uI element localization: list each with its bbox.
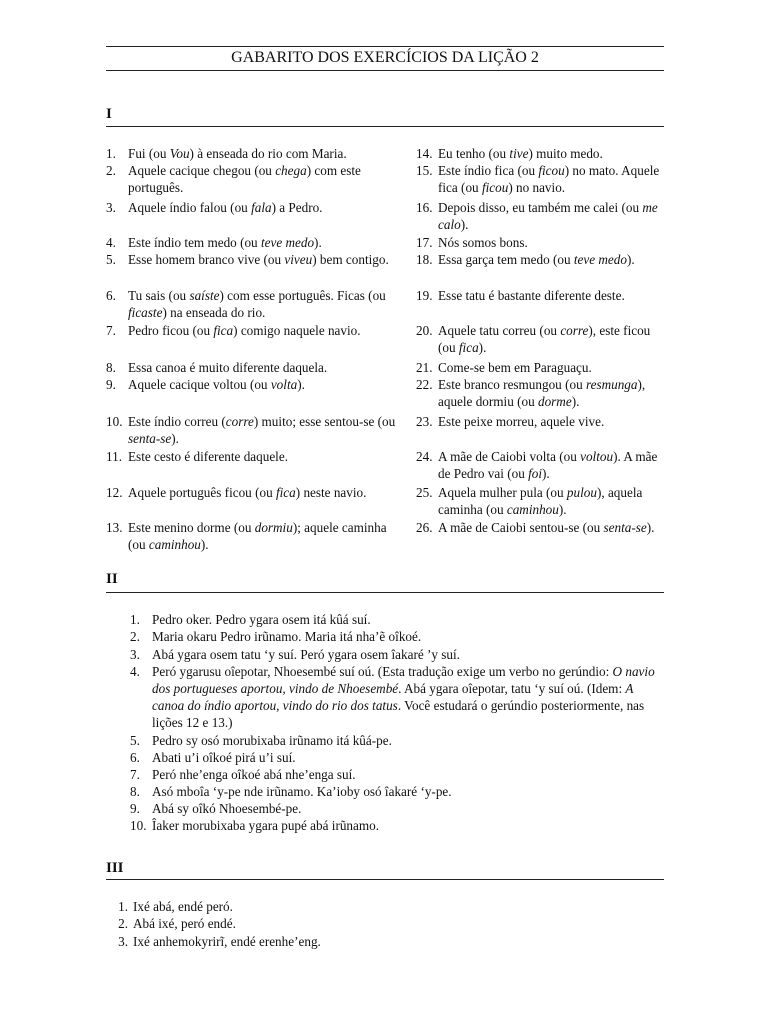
text-segment: Come-se bem em Paraguaçu.	[438, 360, 592, 375]
item-text	[152, 749, 658, 766]
text-segment: Aquele cacique chegou (ou	[128, 163, 276, 178]
item-text	[128, 484, 406, 501]
text-segment: ) no mato. Aquele fica (ou	[438, 163, 660, 195]
text-segment: ).	[646, 520, 655, 535]
list-item	[106, 519, 406, 553]
text-segment: A mãe de Caiobi sentou-se (ou	[438, 520, 604, 535]
list-item	[130, 663, 658, 731]
item-number: 15.	[416, 163, 433, 178]
italic-segment: voltou	[580, 449, 614, 464]
item-number: 3.	[106, 200, 116, 215]
list-item	[106, 162, 406, 196]
text-segment: Aquele português ficou (ou	[128, 485, 276, 500]
item-number: 9.	[106, 377, 116, 392]
list-item	[416, 162, 668, 196]
section-rule-1	[106, 126, 664, 127]
text-segment: Aquela mulher pula (ou	[438, 485, 567, 500]
text-segment: Este cesto é diferente daquele.	[128, 449, 289, 464]
list-item	[416, 322, 668, 356]
item-text	[438, 234, 668, 251]
item-number: 1.	[130, 612, 140, 627]
list-item	[416, 484, 668, 518]
item-text	[128, 359, 406, 376]
item-text	[438, 484, 668, 518]
italic-segment: dorme	[537, 394, 572, 409]
italic-segment: corre	[560, 323, 589, 338]
italic-segment: tive	[509, 146, 529, 161]
italic-segment: me calo	[438, 200, 658, 232]
italic-segment: viveu	[284, 252, 313, 267]
text-segment: Esse tatu é bastante diferente deste.	[438, 288, 625, 303]
page-title: GABARITO DOS EXERCÍCIOS DA LIÇÃO 2	[231, 49, 539, 66]
text-segment: ).	[571, 394, 580, 409]
text-segment: Aquele cacique voltou (ou	[128, 377, 271, 392]
item-number: 18.	[416, 252, 433, 267]
item-text	[438, 448, 668, 482]
section-heading-1: I	[106, 106, 112, 122]
item-number: 1.	[106, 146, 116, 161]
list-item	[416, 199, 668, 233]
italic-segment: Vou	[169, 146, 190, 161]
list-item	[130, 628, 658, 645]
item-text	[438, 322, 668, 356]
text-segment: . Abá ygara oîepotar, tatu ‘y suí oú. (Idem:	[398, 681, 626, 696]
item-number: 16.	[416, 200, 433, 215]
text-segment: ). A mãe de Pedro vai (ou	[438, 449, 658, 481]
item-text	[128, 199, 406, 216]
text-segment: ).	[542, 466, 550, 481]
item-number: 11.	[106, 449, 122, 464]
text-segment: Este índio tem medo (ou	[128, 235, 261, 250]
italic-segment: foi	[528, 466, 543, 481]
item-number: 14.	[416, 146, 433, 161]
list-item	[106, 933, 646, 950]
list-item	[416, 413, 668, 430]
text-segment: Peró nhe’enga oîkoé abá nhe’enga suí.	[152, 767, 356, 782]
italic-segment: saíste	[189, 288, 220, 303]
item-number: 19.	[416, 288, 433, 303]
list-item	[106, 287, 406, 321]
section-rule-3	[106, 879, 664, 880]
text-segment: Este índio fica (ou	[438, 163, 539, 178]
italic-segment: volta	[270, 377, 298, 392]
text-segment: ) muito; esse sentou-se (ou	[253, 414, 396, 429]
list-item	[416, 234, 668, 251]
text-segment: Tu sais (ou	[128, 288, 190, 303]
text-segment: ) bem contigo.	[312, 252, 389, 267]
list-item	[106, 359, 406, 376]
text-segment: ).	[200, 537, 209, 552]
list-item	[106, 322, 406, 339]
italic-segment: caminhou	[506, 502, 559, 517]
item-number: 22.	[416, 377, 433, 392]
text-segment: Abá ygara osem tatu ‘y suí. Peró ygara osem îakaré ’y suí.	[152, 647, 460, 662]
list-item	[130, 817, 658, 834]
item-number: 3.	[118, 934, 128, 949]
item-number: 7.	[130, 767, 140, 782]
item-number: 6.	[130, 750, 140, 765]
text-segment: ).	[460, 217, 469, 232]
list-item	[130, 646, 658, 663]
text-segment: ), aquele dormiu (ou	[438, 377, 646, 409]
text-segment: ).	[478, 340, 487, 355]
item-text	[128, 145, 406, 162]
text-segment: ) à enseada do rio com Maria.	[189, 146, 347, 161]
list-item	[130, 783, 658, 800]
text-segment: ), aquela caminha (ou	[438, 485, 643, 517]
item-text	[152, 800, 658, 817]
item-text	[152, 628, 658, 645]
text-segment: A mãe de Caiobi volta (ou	[438, 449, 581, 464]
item-number: 2.	[118, 916, 128, 931]
item-text	[438, 162, 668, 196]
list-item	[416, 251, 668, 268]
item-number: 5.	[130, 733, 140, 748]
item-text	[128, 162, 406, 196]
italic-segment: fala	[251, 200, 272, 215]
italic-segment: corre	[225, 414, 254, 429]
item-text	[438, 359, 668, 376]
text-segment: Asó mboîa ‘y-pe nde irũnamo. Ka’ioby osó îakaré ‘y-pe.	[152, 784, 452, 799]
italic-segment: O navio dos portugueses aportou, vindo de Nhoesembé	[152, 664, 655, 696]
section-heading-3: III	[106, 860, 124, 876]
item-number: 6.	[106, 288, 116, 303]
text-segment: ) a Pedro.	[271, 200, 323, 215]
text-segment: Depois disso, eu também me calei (ou	[438, 200, 643, 215]
item-text	[128, 448, 406, 465]
italic-segment: dormiu	[254, 520, 293, 535]
text-segment: ) com este português.	[128, 163, 361, 195]
text-segment: ) neste navio.	[295, 485, 367, 500]
text-segment: Essa garça tem medo (ou	[438, 252, 574, 267]
list-item	[106, 898, 646, 915]
item-number: 9.	[130, 801, 140, 816]
list-item	[106, 199, 406, 216]
item-text	[128, 376, 406, 393]
italic-segment: A canoa do índio aportou, vindo do rio dos tatus	[152, 681, 634, 713]
section-heading-2: II	[106, 571, 118, 587]
text-segment: ).	[171, 431, 179, 446]
list-item	[106, 376, 406, 393]
text-segment: Eu tenho (ou	[438, 146, 510, 161]
list-item	[416, 448, 668, 482]
section-rule-2	[106, 592, 664, 593]
text-segment: ).	[314, 235, 322, 250]
item-number: 13.	[106, 520, 123, 535]
item-text	[438, 199, 668, 233]
italic-segment: fica	[213, 323, 234, 338]
text-segment: Fui (ou	[128, 146, 170, 161]
item-text	[128, 287, 406, 321]
text-segment: Pedro oker. Pedro ygara osem itá kûá suí.	[152, 612, 371, 627]
text-segment: ); aquele caminha (ou	[128, 520, 387, 552]
text-segment: Peró ygarusu oîepotar, Nhoesembé suí oú. (Esta tradução exige um verbo no gerúndio:	[152, 664, 613, 679]
text-segment: ).	[626, 252, 635, 267]
list-item	[106, 251, 406, 268]
item-number: 8.	[130, 784, 140, 799]
text-segment: Abati u’i oîkoé pirá u’i suí.	[152, 750, 296, 765]
item-text	[438, 519, 668, 536]
italic-segment: teve medo	[260, 235, 315, 250]
italic-segment: pulou	[566, 485, 597, 500]
item-text	[438, 287, 668, 304]
title-rule-top	[106, 46, 664, 47]
list-item	[130, 800, 658, 817]
text-segment: Aquele índio falou (ou	[128, 200, 252, 215]
text-segment: ), este ficou (ou	[438, 323, 651, 355]
item-number: 4.	[106, 235, 116, 250]
italic-segment: senta-se	[128, 431, 172, 446]
text-segment: ) comigo naquele navio.	[233, 323, 361, 338]
item-number: 24.	[416, 449, 433, 464]
item-number: 17.	[416, 235, 433, 250]
list-item	[106, 915, 646, 932]
italic-segment: caminhou	[148, 537, 201, 552]
list-item	[416, 359, 668, 376]
text-segment: Essa canoa é muito diferente daquela.	[128, 360, 328, 375]
text-segment: ) com esse português. Ficas (ou	[219, 288, 386, 303]
text-segment: Nós somos bons.	[438, 235, 528, 250]
list-item	[106, 484, 406, 501]
item-text	[152, 663, 658, 731]
text-segment: ) na enseada do rio.	[162, 305, 266, 320]
item-text	[152, 766, 658, 783]
item-text	[152, 646, 658, 663]
list-item	[106, 448, 406, 465]
item-number: 21.	[416, 360, 433, 375]
item-text	[133, 933, 646, 950]
list-item	[416, 287, 668, 304]
item-text	[133, 915, 646, 932]
item-text	[152, 817, 658, 834]
item-number: 10.	[106, 414, 123, 429]
list-item	[130, 732, 658, 749]
item-number: 3.	[130, 647, 140, 662]
text-segment: . Você estudará o gerúndio posteriormente, nas lições 12 e 13.)	[152, 698, 645, 730]
item-text	[128, 519, 406, 553]
list-item	[416, 145, 668, 162]
italic-segment: ficou	[481, 180, 509, 195]
text-segment: Pedro ficou (ou	[128, 323, 214, 338]
list-item	[106, 234, 406, 251]
text-segment: Este menino dorme (ou	[128, 520, 255, 535]
item-number: 5.	[106, 252, 116, 267]
italic-segment: senta-se	[603, 520, 647, 535]
item-number: 10.	[130, 818, 147, 833]
item-text	[133, 898, 646, 915]
item-number: 25.	[416, 485, 433, 500]
text-segment: Îaker morubixaba ygara pupé abá irũnamo.	[152, 818, 380, 833]
italic-segment: fica	[275, 485, 296, 500]
item-text	[438, 413, 668, 430]
text-segment: Aquele tatu correu (ou	[438, 323, 561, 338]
item-number: 20.	[416, 323, 433, 338]
list-item	[416, 519, 668, 536]
item-number: 4.	[130, 664, 140, 679]
text-segment: ).	[558, 502, 567, 517]
item-text	[128, 322, 406, 339]
item-number: 7.	[106, 323, 116, 338]
list-item	[130, 611, 658, 628]
text-segment: ).	[297, 377, 305, 392]
item-text	[152, 783, 658, 800]
list-item	[106, 145, 406, 162]
text-segment: Esse homem branco vive (ou	[128, 252, 285, 267]
italic-segment: resmunga	[585, 377, 638, 392]
item-text	[152, 611, 658, 628]
text-segment: ) no navio.	[508, 180, 566, 195]
item-number: 2.	[130, 629, 140, 644]
text-segment: Ixé anhemokyrirĩ, endé erenhe’eng.	[133, 934, 321, 949]
item-text	[438, 145, 668, 162]
item-text	[128, 234, 406, 251]
list-item	[130, 766, 658, 783]
item-number: 23.	[416, 414, 433, 429]
text-segment: Pedro sy osó morubixaba irũnamo itá kûá-pe.	[152, 733, 392, 748]
text-segment: Este branco resmungou (ou	[438, 377, 586, 392]
text-segment: ) muito medo.	[528, 146, 603, 161]
item-number: 2.	[106, 163, 116, 178]
item-number: 26.	[416, 520, 433, 535]
list-item	[416, 376, 668, 410]
text-segment: Este índio correu (	[128, 414, 226, 429]
item-text	[128, 251, 406, 268]
italic-segment: ficaste	[128, 305, 163, 320]
italic-segment: teve medo	[573, 252, 627, 267]
italic-segment: fica	[458, 340, 479, 355]
text-segment: Maria okaru Pedro irũnamo. Maria itá nha’ẽ oîkoé.	[152, 629, 422, 644]
text-segment: Abá ixé, peró endé.	[133, 916, 236, 931]
item-number: 8.	[106, 360, 116, 375]
italic-segment: chega	[275, 163, 307, 178]
italic-segment: ficou	[538, 163, 565, 178]
item-text	[438, 251, 668, 268]
list-item	[106, 413, 406, 447]
item-text	[152, 732, 658, 749]
item-text	[438, 376, 668, 410]
item-text	[128, 413, 406, 447]
item-number: 1.	[118, 899, 128, 914]
text-segment: Abá sy oîkó Nhoesembé-pe.	[152, 801, 302, 816]
text-segment: Este peixe morreu, aquele vive.	[438, 414, 605, 429]
item-number: 12.	[106, 485, 123, 500]
list-item	[130, 749, 658, 766]
text-segment: Ixé abá, endé peró.	[133, 899, 233, 914]
title-rule-bottom	[106, 70, 664, 71]
